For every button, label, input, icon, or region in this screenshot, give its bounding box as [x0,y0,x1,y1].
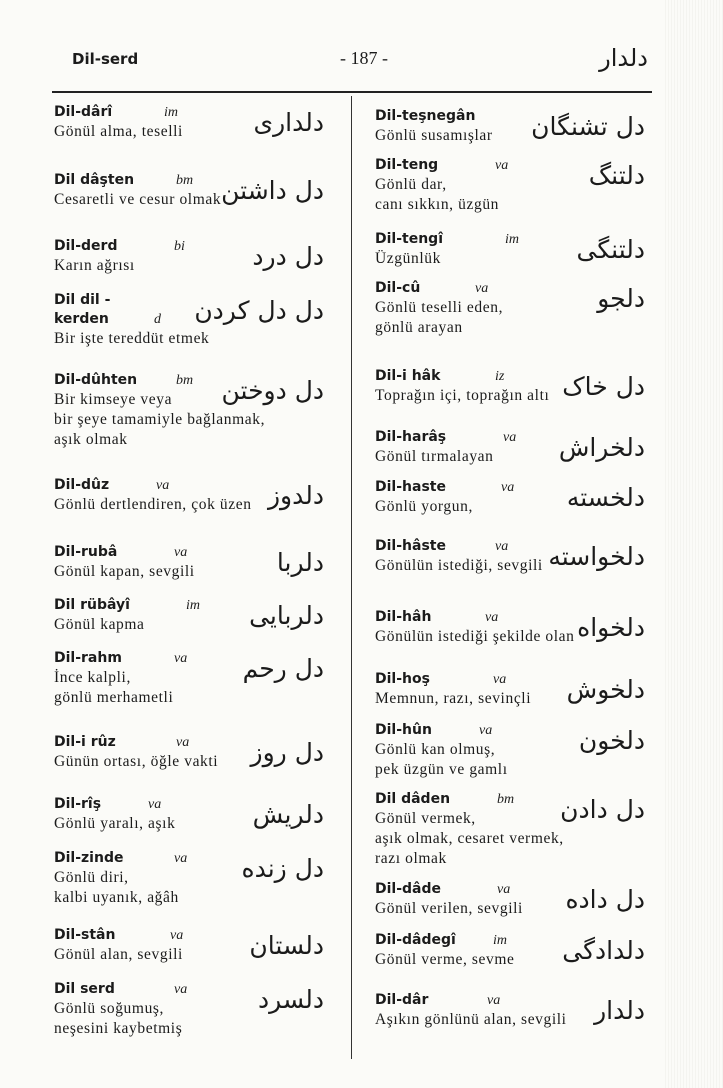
entry-term: Dil-stân [54,927,116,943]
dictionary-entry [54,596,324,646]
dictionary-entry [375,670,645,718]
dictionary-entry [54,980,324,1050]
entry-part-of-speech: va [176,735,190,750]
entry-arabic-script: دلدادگی [562,936,645,965]
dictionary-entry [375,608,645,668]
entry-term: Dil-dûz [54,477,110,493]
entry-definition: Cesaretli ve cesur olmak [54,191,222,208]
entry-term: Dil-dâde [375,881,442,897]
entry-part-of-speech: im [186,598,200,613]
entry-arabic-script: دلدوز [267,481,324,510]
entry-arabic-script: دلربا [276,548,324,577]
entry-term: Dil-harâş [375,429,447,445]
entry-term: Dil-hâste [375,538,446,554]
dictionary-entry [54,291,324,359]
dictionary-entry [54,371,324,449]
entry-term: Dil-rahm [54,650,122,666]
dictionary-entry [375,367,645,427]
running-head-arabic: دلدار [599,44,648,72]
entry-part-of-speech: bm [176,173,194,188]
entry-part-of-speech: va [485,610,499,625]
dictionary-entry [375,230,645,278]
entry-term: Dil-dûhten [54,372,138,388]
column-divider [351,96,352,1059]
entry-definition: Gönülün istediği şekilde olan [375,628,575,645]
entry-definition: Karın ağrısı [54,257,135,274]
entry-part-of-speech: va [479,723,493,738]
entry-arabic-script: دل خاک [562,372,645,401]
entry-definition: Gönlü dar, canı sıkkın, üzgün [375,176,500,213]
entry-term: Dil-haste [375,479,446,495]
entry-definition: Gönlü teselli eden, gönlü arayan [375,299,504,336]
entry-arabic-script: دل داشتن [221,176,324,205]
entry-definition: Gönlü susamışlar [375,127,493,144]
entry-term: Dil-i rûz [54,734,116,750]
dictionary-entry [54,649,324,717]
entry-term: Dil rübâyî [54,597,130,613]
entry-arabic-script: دلستان [249,931,324,960]
entry-term: Dil dil - kerden [54,292,111,327]
entry-term: Dil-cû [375,280,421,296]
entry-part-of-speech: bm [176,373,194,388]
entry-part-of-speech: im [164,105,178,120]
entry-part-of-speech: va [156,478,170,493]
entry-term: Dil-derd [54,238,118,254]
entry-arabic-script: دلخواسته [548,542,645,571]
entry-part-of-speech: va [493,672,507,687]
entry-definition: Gönül vermek, aşık olmak, cesaret vermek, razı olmak [375,810,564,867]
entry-term: Dil-teşnegân [375,108,476,124]
entry-definition: Gönlü soğumuş, neşesini kaybetmiş [54,1000,183,1037]
entry-arabic-script: دلریش [252,800,324,829]
entry-definition: Gönül verme, sevme [375,951,515,968]
entry-arabic-script: دل روز [250,738,324,767]
dictionary-entry [375,279,645,347]
running-head: Dil-serd [72,50,139,68]
entry-arabic-script: دل داده [565,885,645,914]
entry-definition: Gönlü diri, kalbi uyanık, ağâh [54,869,179,906]
entry-part-of-speech: va [487,993,501,1008]
entry-term: Dil dâşten [54,172,135,188]
dictionary-entry [375,931,645,979]
page-header [0,0,723,95]
entry-part-of-speech: va [497,882,511,897]
entry-definition: Gönlü kan olmuş, pek üzgün ve gamlı [375,741,508,778]
dictionary-entry [375,537,645,587]
entry-part-of-speech: va [170,928,184,943]
entry-term: Dil-dârî [54,104,113,120]
entry-arabic-script: دلجو [597,284,645,313]
dictionary-entry [375,478,645,526]
entry-term: Dil dâden [375,791,451,807]
entry-part-of-speech: iz [495,369,505,384]
entry-arabic-script: دلخسته [566,483,645,512]
entry-arabic-script: دلخراش [558,433,645,462]
entry-part-of-speech: va [495,158,509,173]
page-number: - 187 - [340,48,388,68]
entry-part-of-speech: va [174,545,188,560]
entry-part-of-speech: va [174,651,188,666]
dictionary-entry [54,733,324,793]
entry-term: Dil-i hâk [375,368,441,384]
entry-definition: Gönül verilen, sevgili [375,900,523,917]
entry-arabic-script: دل دوختن [221,376,324,405]
entry-arabic-script: دل دل کردن [194,296,324,325]
entry-definition: Gönül kapan, sevgili [54,563,195,580]
dictionary-entry [375,107,645,155]
entry-arabic-script: دل تشنگان [531,112,645,141]
entry-arabic-script: دلربایی [249,601,324,630]
dictionary-entry [375,156,645,224]
header-rule [52,91,652,93]
entry-term: Dil-dâdegî [375,932,456,948]
entry-definition: Gönül tırmalayan [375,448,494,465]
entry-definition: Memnun, razı, sevinçli [375,690,532,707]
dictionary-entry [375,880,645,928]
dictionary-entry [54,849,324,917]
entry-part-of-speech: va [503,430,517,445]
entry-part-of-speech: va [148,797,162,812]
entry-arabic-script: دلتنگ [588,161,645,190]
entry-term: Dil serd [54,981,115,997]
entry-term: Dil-hûn [375,722,432,738]
entry-definition: Gönlü yorgun, [375,498,473,515]
entry-arabic-script: دلخوش [566,675,645,704]
entry-arabic-script: دلتنگی [576,235,645,264]
dictionary-entry [375,790,645,880]
entry-definition: Günün ortası, öğle vakti [54,753,219,770]
dictionary-entry [54,543,324,593]
dictionary-entry [375,721,645,789]
entry-arabic-script: دلداری [253,108,324,137]
entry-part-of-speech: im [505,232,519,247]
entry-part-of-speech: va [495,539,509,554]
entry-arabic-script: دلسرد [258,985,324,1014]
entry-arabic-script: دل رحم [242,654,324,683]
entry-definition: Gönülün istediği, sevgili [375,557,543,574]
entry-part-of-speech: im [493,933,507,948]
entry-term: Dil-dâr [375,992,429,1008]
entry-definition: İnce kalpli, gönlü merhametli [54,669,174,706]
entry-definition: Toprağın içi, toprağın altı [375,387,550,404]
entry-definition: Gönül alan, sevgili [54,946,183,963]
entry-definition: Gönlü dertlendiren, çok üzen [54,496,252,513]
entry-definition: Üzgünlük [375,250,441,267]
dictionary-entry [54,476,324,536]
dictionary-entry [54,237,324,285]
entry-term: Dil-rubâ [54,544,118,560]
entry-part-of-speech: bm [497,792,515,807]
entry-definition: Gönlü yaralı, aşık [54,815,176,832]
entry-part-of-speech: bi [174,239,185,254]
entry-definition: Bir işte tereddüt etmek [54,330,210,347]
entry-term: Dil-hâh [375,609,432,625]
entry-definition: Bir kimseye veya bir şeye tamamiyle bağlanmak, aşık olmak [54,391,266,448]
entry-arabic-script: دلخون [578,726,645,755]
dictionary-entry [375,991,645,1051]
entry-term: Dil-tengî [375,231,444,247]
entry-part-of-speech: va [174,851,188,866]
entry-term: Dil-zinde [54,850,124,866]
entry-definition: Aşıkın gönlünü alan, sevgili [375,1011,567,1028]
entry-part-of-speech: va [475,281,489,296]
entry-part-of-speech: d [154,312,161,327]
dictionary-entry [54,103,324,163]
scan-edge-texture [663,0,723,1088]
dictionary-entry [54,171,324,231]
entry-definition: Gönül alma, teselli [54,123,183,140]
entry-arabic-script: دل درد [252,242,324,271]
entry-arabic-script: دلخواه [577,613,645,642]
entry-arabic-script: دل دادن [560,795,645,824]
entry-part-of-speech: va [174,982,188,997]
dictionary-entry [54,795,324,845]
entry-term: Dil-rîş [54,796,102,812]
dictionary-entry [54,926,324,976]
entry-arabic-script: دلدار [594,996,645,1025]
entry-definition: Gönül kapma [54,616,145,633]
entry-arabic-script: دل زنده [241,854,324,883]
entry-part-of-speech: va [501,480,515,495]
entry-term: Dil-teng [375,157,439,173]
entry-term: Dil-hoş [375,671,430,687]
dictionary-entry [375,428,645,476]
